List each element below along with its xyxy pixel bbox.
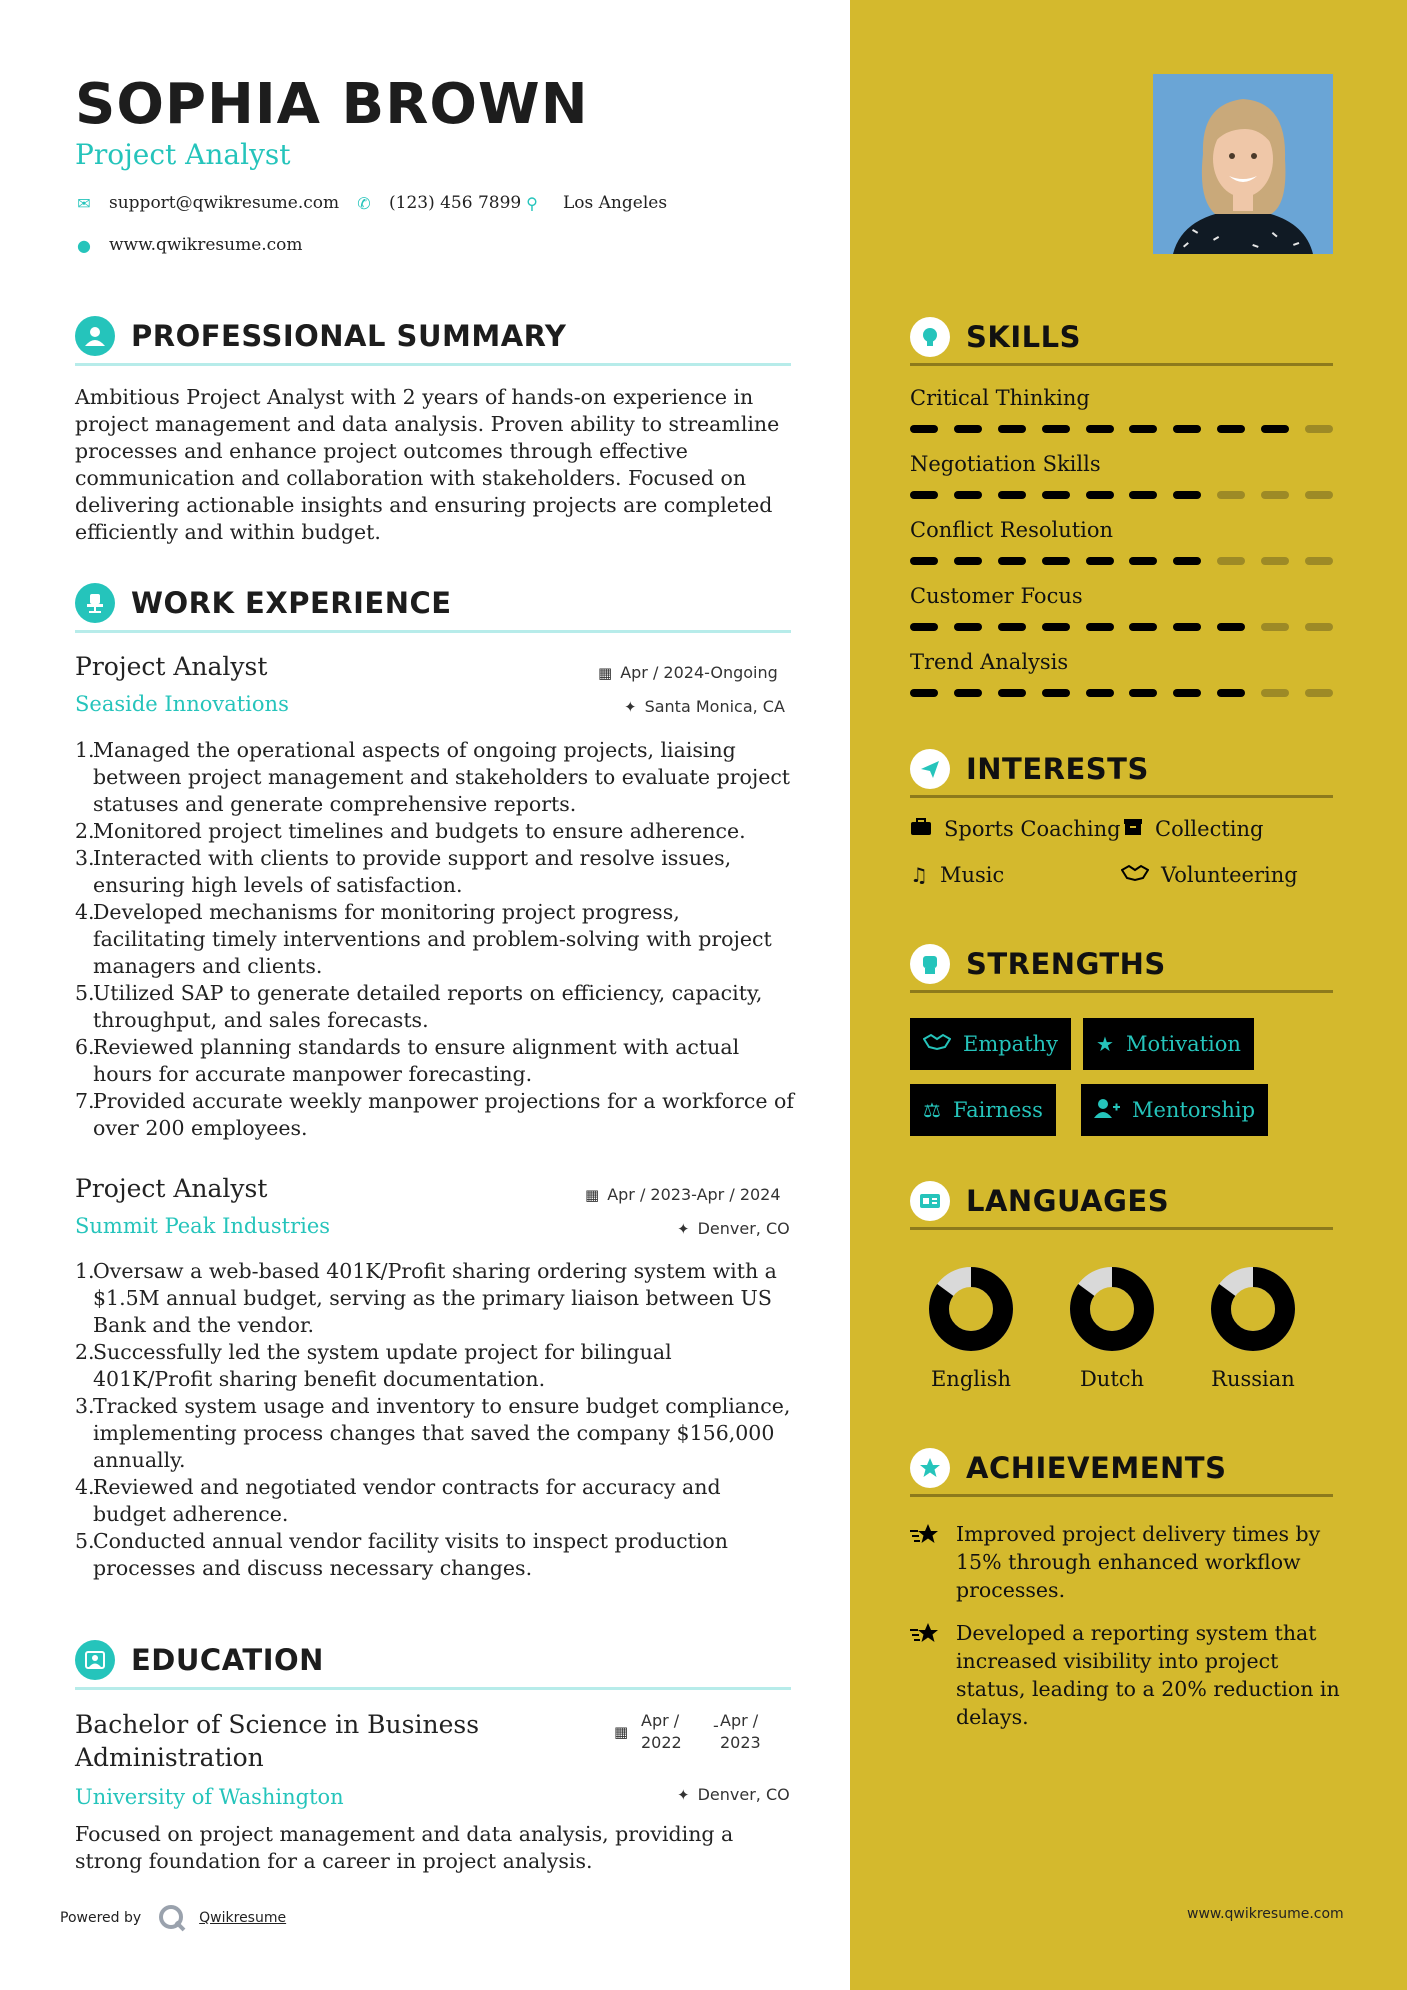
skill-level-segment <box>1217 557 1245 565</box>
list-item: Developed mechanisms for monitoring project progress, facilitating timely interventions and problem-solving with project managers and clients. <box>93 900 772 978</box>
job-2-title: Project Analyst <box>75 1174 268 1203</box>
achievement-text: Improved project delivery times by 15% through enhanced workflow processes. <box>956 1522 1321 1602</box>
calendar-icon: ▦ <box>614 1723 629 1741</box>
user-icon <box>75 316 115 356</box>
achievements-section-heading <box>910 1441 1333 1497</box>
skill-level-segment <box>1261 491 1289 499</box>
skill-level-segment <box>1042 689 1070 697</box>
profile-photo <box>1153 74 1333 254</box>
paper-plane-icon <box>910 749 950 789</box>
profile-photo-illustration <box>1153 74 1333 254</box>
skill-name: Trend Analysis <box>910 650 1069 674</box>
skill-level-segment <box>1129 689 1157 697</box>
qwikresume-link[interactable]: Qwikresume <box>199 1910 287 1926</box>
skill-level-segment <box>1173 425 1201 433</box>
strength-label: Empathy <box>963 1032 1059 1056</box>
skill-level-segment <box>998 623 1026 631</box>
job-2-dates <box>585 1185 781 1204</box>
strength-label: Fairness <box>952 1098 1043 1122</box>
skill-level-segment <box>1217 689 1245 697</box>
education-description: Focused on project management and data analysis, providing a strong foundation for a career in project analysis. <box>75 1822 734 1873</box>
language-proficiency-ring <box>1210 1266 1296 1352</box>
education-location-text: Denver, CO <box>697 1785 790 1804</box>
list-item: Successfully led the system update project for bilingual 401K/Profit sharing benefit documentation. <box>93 1340 672 1391</box>
skill-level-segment <box>1086 623 1114 631</box>
calendar-icon: ▦ <box>598 664 613 682</box>
balance-scale-icon: ⚖ <box>923 1098 941 1122</box>
handshake-icon <box>1121 863 1149 887</box>
contact-email[interactable] <box>75 193 339 213</box>
contact-website[interactable] <box>75 235 303 255</box>
achievement-item-1 <box>910 1520 1340 1604</box>
list-item: Tracked system usage and inventory to ensure budget compliance, implementing process changes that saved the company $156,000 annually. <box>93 1394 791 1472</box>
interest-volunteering <box>1121 863 1298 887</box>
skill-level-bar <box>910 557 1333 565</box>
strength-fairness <box>910 1084 1056 1136</box>
contact-location <box>523 193 667 213</box>
powered-by <box>60 1903 286 1933</box>
shooting-star-icon <box>910 1520 956 1604</box>
skill-level-segment <box>998 425 1026 433</box>
skill-level-segment <box>1261 623 1289 631</box>
skill-level-segment <box>998 557 1026 565</box>
skill-name: Customer Focus <box>910 584 1083 608</box>
job-1-location <box>624 697 785 716</box>
skill-level-segment <box>910 425 938 433</box>
skill-level-segment <box>1129 491 1157 499</box>
skill-level-segment <box>1261 425 1289 433</box>
skill-level-segment <box>954 557 982 565</box>
job-2-location <box>677 1219 790 1238</box>
phone-icon: ✆ <box>357 193 371 213</box>
skill-level-segment <box>1173 491 1201 499</box>
strength-label: Motivation <box>1125 1032 1241 1056</box>
star-icon: ★ <box>1096 1032 1114 1056</box>
job-1-dates-text: Apr / 2024-Ongoing <box>620 663 778 682</box>
degree-line-2: Administration <box>75 1743 264 1772</box>
map-pin-icon: ⚲ <box>526 193 538 213</box>
strengths-section-heading <box>910 937 1333 993</box>
language-name: English <box>930 1367 1012 1391</box>
achievements-heading-text: ACHIEVEMENTS <box>966 1450 1227 1485</box>
skill-level-bar <box>910 689 1333 697</box>
job-1-title: Project Analyst <box>75 652 268 681</box>
interest-sports-coaching <box>910 817 1121 841</box>
skill-level-bar <box>910 425 1333 433</box>
education-section-heading <box>75 1632 791 1690</box>
skill-level-segment <box>1217 623 1245 631</box>
skill-level-segment <box>1217 491 1245 499</box>
pushpin-icon: ✦ <box>677 1786 690 1804</box>
language-proficiency-ring <box>1069 1266 1155 1352</box>
job-2-bullets <box>75 1258 795 1582</box>
envelope-icon: ✉ <box>77 193 91 213</box>
star-badge-icon <box>910 1448 950 1488</box>
powered-by-text: Powered by <box>60 1910 142 1926</box>
list-item: Interacted with clients to provide support and resolve issues, ensuring high levels of satisfaction. <box>93 846 732 897</box>
education-date-separator: - <box>713 1716 719 1735</box>
interests-heading-text: INTERESTS <box>966 751 1149 786</box>
skill-level-segment <box>1305 689 1333 697</box>
skill-level-segment <box>1042 425 1070 433</box>
briefcase-icon <box>910 817 932 841</box>
skill-level-segment <box>998 689 1026 697</box>
skill-level-segment <box>910 491 938 499</box>
skill-level-segment <box>954 689 982 697</box>
skill-level-segment <box>1305 425 1333 433</box>
lightbulb-icon <box>910 317 950 357</box>
summary-heading-text: PROFESSIONAL SUMMARY <box>131 318 567 353</box>
education-heading-text: EDUCATION <box>131 1642 324 1677</box>
education-end-year: 2023 <box>720 1733 761 1752</box>
skill-level-segment <box>910 623 938 631</box>
office-chair-icon <box>75 583 115 623</box>
qwikresume-logo-icon <box>157 1903 187 1933</box>
candidate-name: SOPHIA BROWN <box>75 72 589 137</box>
list-item: Reviewed planning standards to ensure alignment with actual hours for accurate manpower forecasting. <box>93 1035 740 1086</box>
skill-level-segment <box>1305 623 1333 631</box>
skill-level-segment <box>1042 491 1070 499</box>
interest-label: Sports Coaching <box>944 817 1121 841</box>
language-name: Dutch <box>1079 1367 1145 1391</box>
education-start-month: Apr / <box>641 1711 680 1730</box>
strength-empathy <box>910 1018 1071 1070</box>
footer-website[interactable]: www.qwikresume.com <box>1187 1906 1344 1922</box>
skill-level-segment <box>1305 491 1333 499</box>
handshake-icon <box>923 1032 951 1056</box>
skill-level-bar <box>910 623 1333 631</box>
achievement-text: Developed a reporting system that increased visibility into project status, leading to a 20% reduction in delays. <box>956 1621 1340 1729</box>
list-item: Managed the operational aspects of ongoing projects, liaising between project management and stakeholders to evaluate project statuses and generate comprehensive reports. <box>93 738 791 816</box>
contact-phone[interactable] <box>355 193 521 213</box>
website-text: www.qwikresume.com <box>109 235 303 255</box>
skill-level-segment <box>1086 557 1114 565</box>
job-2-company: Summit Peak Industries <box>75 1214 331 1238</box>
school-name: University of Washington <box>75 1785 344 1809</box>
language-name: Russian <box>1211 1367 1295 1391</box>
skill-level-segment <box>1129 557 1157 565</box>
job-1-bullets <box>75 737 795 1142</box>
experience-heading-text: WORK EXPERIENCE <box>131 585 452 620</box>
skill-level-segment <box>1261 557 1289 565</box>
skill-level-segment <box>954 623 982 631</box>
graduate-icon <box>75 1640 115 1680</box>
job-1-dates <box>598 663 778 682</box>
fist-icon <box>910 944 950 984</box>
list-item: Reviewed and negotiated vendor contracts for accuracy and budget adherence. <box>93 1475 721 1526</box>
achievement-item-2 <box>910 1619 1340 1731</box>
strength-mentorship <box>1081 1084 1268 1136</box>
skill-level-segment <box>910 689 938 697</box>
candidate-title: Project Analyst <box>75 138 291 171</box>
skill-name: Negotiation Skills <box>910 452 1101 476</box>
interest-label: Volunteering <box>1161 863 1298 887</box>
job-2-dates-text: Apr / 2023-Apr / 2024 <box>607 1185 781 1204</box>
skill-level-segment <box>910 557 938 565</box>
calendar-icon: ▦ <box>585 1186 600 1204</box>
job-2-location-text: Denver, CO <box>697 1219 790 1238</box>
list-item: Provided accurate weekly manpower projections for a workforce of over 200 employees. <box>93 1089 794 1140</box>
skill-level-segment <box>1086 491 1114 499</box>
languages-section-heading <box>910 1174 1333 1230</box>
phone-text: (123) 456 7899 <box>389 193 522 213</box>
skill-level-segment <box>1042 557 1070 565</box>
skill-level-segment <box>1129 425 1157 433</box>
job-1-location-text: Santa Monica, CA <box>644 697 785 716</box>
skill-name: Critical Thinking <box>910 386 1090 410</box>
skill-level-segment <box>1129 623 1157 631</box>
skills-heading-text: SKILLS <box>966 319 1081 354</box>
skill-level-segment <box>998 491 1026 499</box>
list-item: Utilized SAP to generate detailed reports on efficiency, capacity, throughput, and sales forecasts. <box>93 981 763 1032</box>
email-text: support@qwikresume.com <box>109 193 340 213</box>
list-item: Oversaw a web-based 401K/Profit sharing ordering system with a $1.5M annual budget, serving as the primary liaison between US Bank and the vendor. <box>93 1259 777 1337</box>
interest-label: Collecting <box>1155 817 1264 841</box>
location-text: Los Angeles <box>563 193 668 213</box>
skill-level-segment <box>1173 689 1201 697</box>
strengths-heading-text: STRENGTHS <box>966 946 1166 981</box>
language-proficiency-ring <box>928 1266 1014 1352</box>
skill-level-segment <box>1086 425 1114 433</box>
interests-section-heading <box>910 742 1333 798</box>
summary-text: Ambitious Project Analyst with 2 years of hands-on experience in project management and data analysis. Proven ability to streamline processes and enhance project outcomes through effective communication and collaboration with stakeholders. Focused on delivering actionable insights and ensuring projects are completed efficiently and within budget. <box>75 385 780 544</box>
skill-name: Conflict Resolution <box>910 518 1114 542</box>
list-item: Monitored project timelines and budgets to ensure adherence. <box>93 819 746 843</box>
skill-level-segment <box>954 425 982 433</box>
languages-heading-text: LANGUAGES <box>966 1183 1170 1218</box>
education-location <box>677 1785 790 1804</box>
skill-level-segment <box>1042 623 1070 631</box>
skill-level-segment <box>1305 557 1333 565</box>
music-note-icon: ♫ <box>910 863 928 887</box>
skill-level-bar <box>910 491 1333 499</box>
skill-level-segment <box>954 491 982 499</box>
interest-label: Music <box>939 863 1005 887</box>
globe-icon: ● <box>77 235 91 255</box>
skill-level-segment <box>1173 623 1201 631</box>
pushpin-icon: ✦ <box>624 698 637 716</box>
skill-level-segment <box>1173 557 1201 565</box>
user-plus-icon <box>1094 1098 1120 1123</box>
education-calendar <box>614 1722 636 1741</box>
job-1-company: Seaside Innovations <box>75 692 289 716</box>
experience-section-heading <box>75 575 791 633</box>
skill-level-segment <box>1086 689 1114 697</box>
education-start-year: 2022 <box>641 1733 682 1752</box>
shooting-star-icon <box>910 1619 956 1731</box>
strength-motivation <box>1083 1018 1254 1070</box>
strength-label: Mentorship <box>1132 1098 1256 1122</box>
skills-section-heading <box>910 310 1333 366</box>
list-item: Conducted annual vendor facility visits to inspect production processes and discuss necessary changes. <box>93 1529 728 1580</box>
pushpin-icon: ✦ <box>677 1220 690 1238</box>
education-end-month: Apr / <box>720 1711 759 1730</box>
summary-section-heading <box>75 308 791 366</box>
skill-level-segment <box>1217 425 1245 433</box>
degree-line-1: Bachelor of Science in Business <box>75 1710 480 1739</box>
archive-box-icon <box>1123 817 1143 841</box>
language-card-icon <box>910 1181 950 1221</box>
skill-level-segment <box>1261 689 1289 697</box>
interest-collecting <box>1123 817 1263 841</box>
interest-music <box>910 863 1004 887</box>
